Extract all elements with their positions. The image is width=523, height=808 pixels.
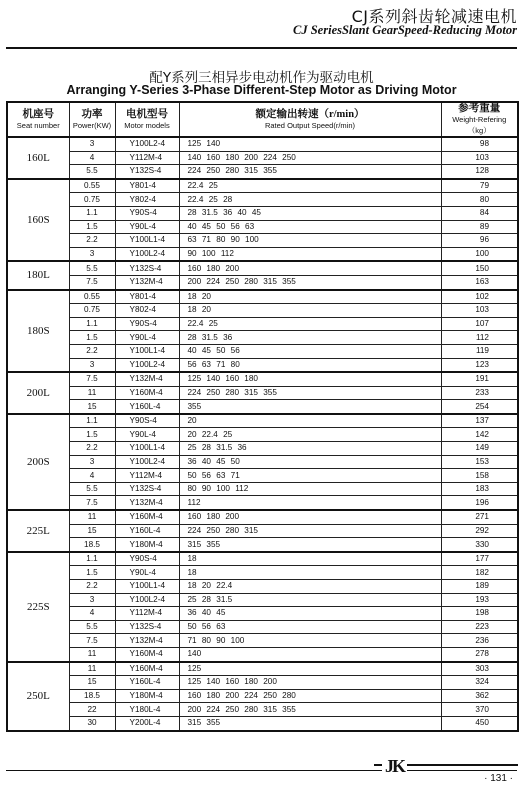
power-cell: 5.5: [69, 261, 115, 275]
rated-speed-cell: 18: [179, 566, 441, 580]
table-row: [7, 317, 518, 331]
motor-model-cell: Y100L2-4: [115, 593, 179, 607]
rated-speed-cell: 125 140 160 180: [179, 372, 441, 386]
power-cell: 11: [69, 510, 115, 524]
seat-number-cell: 225S: [7, 552, 69, 662]
weight-cell: 153: [441, 455, 518, 469]
power-cell: 5.5: [69, 165, 115, 179]
motor-model-cell: Y200L-4: [115, 716, 179, 730]
motor-model-cell: Y132S-4: [115, 261, 179, 275]
power-cell: 1.5: [69, 220, 115, 234]
rated-speed-cell: 200 224 250 280 315 355: [179, 703, 441, 717]
rated-speed-cell: 224 250 280 315 355: [179, 165, 441, 179]
power-cell: 4: [69, 469, 115, 483]
weight-cell: 196: [441, 496, 518, 510]
weight-cell: 119: [441, 344, 518, 358]
table-row: [7, 206, 518, 220]
weight-cell: 128: [441, 165, 518, 179]
weight-cell: 107: [441, 317, 518, 331]
rated-speed-cell: 25 28 31.5 36: [179, 442, 441, 456]
rated-speed-cell: 20: [179, 414, 441, 428]
table-row: [7, 538, 518, 552]
weight-cell: 112: [441, 331, 518, 345]
col-model-en: Motor models: [124, 120, 170, 130]
motor-model-cell: Y802-4: [115, 304, 179, 318]
rated-speed-cell: 50 56 63: [179, 620, 441, 634]
col-speed-en: Rated Output Speed(r/min): [264, 120, 356, 130]
weight-cell: 182: [441, 566, 518, 580]
power-cell: 1.5: [69, 331, 115, 345]
rated-speed-cell: 125: [179, 662, 441, 676]
motor-model-cell: Y90L-4: [115, 566, 179, 580]
power-cell: 2.2: [69, 442, 115, 456]
power-cell: 7.5: [69, 634, 115, 648]
rated-speed-cell: 315 355: [179, 538, 441, 552]
weight-cell: 89: [441, 220, 518, 234]
rated-speed-cell: 50 56 63 71: [179, 469, 441, 483]
motor-model-cell: Y801-4: [115, 290, 179, 304]
table-row: [7, 165, 518, 179]
motor-model-cell: Y160M-4: [115, 662, 179, 676]
weight-cell: 183: [441, 482, 518, 496]
motor-model-cell: Y132S-4: [115, 165, 179, 179]
seat-group: [7, 662, 518, 731]
power-cell: 4: [69, 607, 115, 621]
header-divider: [6, 47, 517, 49]
table-row: [7, 304, 518, 318]
table-row: [7, 524, 518, 538]
motor-model-cell: Y180M-4: [115, 689, 179, 703]
weight-cell: 191: [441, 372, 518, 386]
motor-model-cell: Y132S-4: [115, 482, 179, 496]
table-row: [7, 331, 518, 345]
weight-cell: 330: [441, 538, 518, 552]
seat-group: [7, 179, 518, 262]
col-model-header: [115, 102, 179, 137]
table-row: [7, 662, 518, 676]
table-row: [7, 442, 518, 456]
page-number: · 131 ·: [484, 773, 513, 784]
col-seat-cn: 机座号: [22, 108, 54, 120]
power-cell: 15: [69, 676, 115, 690]
table-row: [7, 275, 518, 289]
col-weight-unit: （kg）: [467, 126, 491, 135]
rated-speed-cell: 224 250 280 315 355: [179, 386, 441, 400]
rated-speed-cell: 22.4 25: [179, 179, 441, 193]
motor-model-cell: Y801-4: [115, 179, 179, 193]
power-cell: 5.5: [69, 620, 115, 634]
power-cell: 11: [69, 386, 115, 400]
table-row: [7, 634, 518, 648]
weight-cell: 193: [441, 593, 518, 607]
motor-model-cell: Y90L-4: [115, 220, 179, 234]
rated-speed-cell: 18 20: [179, 290, 441, 304]
table-row: [7, 496, 518, 510]
motor-model-cell: Y802-4: [115, 193, 179, 207]
table-row: [7, 482, 518, 496]
seat-number-cell: 225L: [7, 510, 69, 552]
rated-speed-cell: 63 71 80 90 100: [179, 234, 441, 248]
rated-speed-cell: 18: [179, 552, 441, 566]
power-cell: 18.5: [69, 538, 115, 552]
weight-cell: 163: [441, 275, 518, 289]
motor-model-cell: Y100L1-4: [115, 580, 179, 594]
weight-cell: 102: [441, 290, 518, 304]
table-row: [7, 620, 518, 634]
seat-number-cell: 160L: [7, 137, 69, 179]
rated-speed-cell: 160 180 200 224 250 280: [179, 689, 441, 703]
rated-speed-cell: 28 31.5 36: [179, 331, 441, 345]
weight-cell: 177: [441, 552, 518, 566]
col-seat-en: Seat number: [16, 120, 60, 130]
col-power-en: Power(KW): [72, 120, 112, 130]
seat-number-cell: 180S: [7, 290, 69, 373]
weight-cell: 137: [441, 414, 518, 428]
footer-divider: [6, 770, 517, 771]
table-row: [7, 290, 518, 304]
table-row: [7, 400, 518, 414]
rated-speed-cell: 80 90 100 112: [179, 482, 441, 496]
weight-cell: 370: [441, 703, 518, 717]
power-cell: 1.1: [69, 552, 115, 566]
motor-model-cell: Y100L2-4: [115, 137, 179, 151]
power-cell: 2.2: [69, 234, 115, 248]
rated-speed-cell: 22.4 25: [179, 317, 441, 331]
table-row: [7, 193, 518, 207]
motor-model-cell: Y180M-4: [115, 538, 179, 552]
col-weight-header: [441, 102, 518, 137]
motor-model-cell: Y112M-4: [115, 469, 179, 483]
rated-speed-cell: 90 100 112: [179, 247, 441, 261]
motor-model-cell: Y160L-4: [115, 400, 179, 414]
weight-cell: 158: [441, 469, 518, 483]
power-cell: 11: [69, 647, 115, 661]
power-cell: 11: [69, 662, 115, 676]
seat-group: [7, 137, 518, 179]
rated-speed-cell: 315 355: [179, 716, 441, 730]
weight-cell: 123: [441, 358, 518, 372]
table-row: [7, 647, 518, 661]
power-cell: 1.1: [69, 414, 115, 428]
motor-model-cell: Y90S-4: [115, 552, 179, 566]
table-row: [7, 358, 518, 372]
weight-cell: 198: [441, 607, 518, 621]
power-cell: 0.75: [69, 193, 115, 207]
power-cell: 0.55: [69, 290, 115, 304]
motor-spec-table: [6, 101, 519, 732]
rated-speed-cell: 355: [179, 400, 441, 414]
weight-cell: 149: [441, 442, 518, 456]
power-cell: 1.5: [69, 428, 115, 442]
weight-cell: 450: [441, 716, 518, 730]
power-cell: 3: [69, 455, 115, 469]
col-power-header: [69, 102, 115, 137]
weight-cell: 103: [441, 151, 518, 165]
weight-cell: 80: [441, 193, 518, 207]
rated-speed-cell: 160 180 200: [179, 261, 441, 275]
rated-speed-cell: 18 20: [179, 304, 441, 318]
col-power-cn: 功率: [81, 108, 103, 120]
power-cell: 1.5: [69, 566, 115, 580]
col-weight-en: Weight-Refering: [452, 115, 507, 124]
seat-number-cell: 160S: [7, 179, 69, 262]
header-title-en: CJ SeriesSlant GearSpeed-Reducing Motor: [293, 23, 517, 37]
weight-cell: 189: [441, 580, 518, 594]
seat-group: [7, 372, 518, 414]
weight-cell: 324: [441, 676, 518, 690]
table-row: [7, 593, 518, 607]
section-title-en: Arranging Y-Series 3-Phase Different-Step Motor as Driving Motor: [66, 83, 457, 97]
table-row: [7, 247, 518, 261]
table-row: [7, 469, 518, 483]
motor-model-cell: Y90L-4: [115, 428, 179, 442]
motor-model-cell: Y160L-4: [115, 524, 179, 538]
table-row: [7, 703, 518, 717]
motor-model-cell: Y160M-4: [115, 386, 179, 400]
table-header-row: [7, 102, 518, 137]
power-cell: 30: [69, 716, 115, 730]
weight-cell: 79: [441, 179, 518, 193]
weight-cell: 236: [441, 634, 518, 648]
power-cell: 15: [69, 524, 115, 538]
weight-cell: 96: [441, 234, 518, 248]
seat-group: [7, 510, 518, 552]
power-cell: 4: [69, 151, 115, 165]
table-row: [7, 428, 518, 442]
power-cell: 7.5: [69, 496, 115, 510]
col-model-cn: 电机型号: [126, 108, 168, 120]
rated-speed-cell: 125 140 160 180 200: [179, 676, 441, 690]
power-cell: 15: [69, 400, 115, 414]
weight-cell: 278: [441, 647, 518, 661]
weight-cell: 362: [441, 689, 518, 703]
motor-model-cell: Y100L1-4: [115, 442, 179, 456]
weight-cell: 142: [441, 428, 518, 442]
motor-model-cell: Y90L-4: [115, 331, 179, 345]
weight-cell: 100: [441, 247, 518, 261]
col-speed-header: [179, 102, 441, 137]
power-cell: 18.5: [69, 689, 115, 703]
motor-model-cell: Y90S-4: [115, 206, 179, 220]
col-speed-cn: 额定输出转速（r/min）: [255, 108, 365, 120]
brand-logo: JK: [382, 756, 407, 777]
rated-speed-cell: 18 20 22.4: [179, 580, 441, 594]
motor-model-cell: Y112M-4: [115, 151, 179, 165]
weight-cell: 271: [441, 510, 518, 524]
weight-cell: 103: [441, 304, 518, 318]
table-row: [7, 689, 518, 703]
table-row: [7, 607, 518, 621]
seat-group: [7, 552, 518, 662]
motor-model-cell: Y160L-4: [115, 676, 179, 690]
power-cell: 3: [69, 593, 115, 607]
rated-speed-cell: 224 250 280 315: [179, 524, 441, 538]
table-row: [7, 234, 518, 248]
table-row: [7, 455, 518, 469]
motor-model-cell: Y112M-4: [115, 607, 179, 621]
rated-speed-cell: 200 224 250 280 315 355: [179, 275, 441, 289]
seat-group: [7, 261, 518, 289]
table-row: [7, 510, 518, 524]
table-row: [7, 716, 518, 730]
motor-model-cell: Y160M-4: [115, 510, 179, 524]
motor-model-cell: Y132M-4: [115, 496, 179, 510]
section-title-cn: 配Y系列三相异步电动机作为驱动电机: [149, 70, 374, 86]
seat-number-cell: 200L: [7, 372, 69, 414]
table-row: [7, 676, 518, 690]
table-row: [7, 344, 518, 358]
motor-model-cell: Y90S-4: [115, 414, 179, 428]
rated-speed-cell: 40 45 50 56: [179, 344, 441, 358]
motor-model-cell: Y132M-4: [115, 372, 179, 386]
seat-number-cell: 200S: [7, 414, 69, 510]
table-row: [7, 566, 518, 580]
motor-model-cell: Y100L2-4: [115, 455, 179, 469]
power-cell: 0.55: [69, 179, 115, 193]
table-row: [7, 372, 518, 386]
seat-group: [7, 290, 518, 373]
weight-cell: 150: [441, 261, 518, 275]
rated-speed-cell: 28 31.5 36 40 45: [179, 206, 441, 220]
weight-cell: 233: [441, 386, 518, 400]
table-row: [7, 151, 518, 165]
power-cell: 7.5: [69, 275, 115, 289]
power-cell: 0.75: [69, 304, 115, 318]
power-cell: 1.1: [69, 317, 115, 331]
rated-speed-cell: 140: [179, 647, 441, 661]
power-cell: 3: [69, 358, 115, 372]
weight-cell: 98: [441, 137, 518, 151]
weight-cell: 254: [441, 400, 518, 414]
motor-model-cell: Y180L-4: [115, 703, 179, 717]
table-row: [7, 580, 518, 594]
power-cell: 1.1: [69, 206, 115, 220]
motor-model-cell: Y90S-4: [115, 317, 179, 331]
power-cell: 22: [69, 703, 115, 717]
table-row: [7, 137, 518, 151]
motor-model-cell: Y132M-4: [115, 634, 179, 648]
table-row: [7, 220, 518, 234]
rated-speed-cell: 112: [179, 496, 441, 510]
rated-speed-cell: 22.4 25 28: [179, 193, 441, 207]
rated-speed-cell: 25 28 31.5: [179, 593, 441, 607]
table-row: [7, 552, 518, 566]
col-seat-header: [7, 102, 69, 137]
rated-speed-cell: 160 180 200: [179, 510, 441, 524]
rated-speed-cell: 125 140: [179, 137, 441, 151]
power-cell: 7.5: [69, 372, 115, 386]
rated-speed-cell: 36 40 45: [179, 607, 441, 621]
motor-model-cell: Y100L2-4: [115, 358, 179, 372]
power-cell: 3: [69, 137, 115, 151]
weight-cell: 84: [441, 206, 518, 220]
table-row: [7, 386, 518, 400]
seat-number-cell: 180L: [7, 261, 69, 289]
seat-number-cell: 250L: [7, 662, 69, 731]
motor-model-cell: Y100L1-4: [115, 344, 179, 358]
table-row: [7, 261, 518, 275]
rated-speed-cell: 140 160 180 200 224 250: [179, 151, 441, 165]
weight-cell: 292: [441, 524, 518, 538]
weight-cell: 303: [441, 662, 518, 676]
rated-speed-cell: 40 45 50 56 63: [179, 220, 441, 234]
power-cell: 3: [69, 247, 115, 261]
motor-model-cell: Y100L1-4: [115, 234, 179, 248]
power-cell: 2.2: [69, 344, 115, 358]
power-cell: 2.2: [69, 580, 115, 594]
rated-speed-cell: 56 63 71 80: [179, 358, 441, 372]
col-weight-cn: 参考重量: [458, 103, 501, 114]
motor-model-cell: Y160M-4: [115, 647, 179, 661]
header-title-cn: CJ系列斜齿轮减速电机: [351, 7, 517, 26]
motor-model-cell: Y132M-4: [115, 275, 179, 289]
table-row: [7, 179, 518, 193]
weight-cell: 223: [441, 620, 518, 634]
motor-model-cell: Y100L2-4: [115, 247, 179, 261]
table-row: [7, 414, 518, 428]
rated-speed-cell: 71 80 90 100: [179, 634, 441, 648]
power-cell: 5.5: [69, 482, 115, 496]
seat-group: [7, 414, 518, 510]
rated-speed-cell: 20 22.4 25: [179, 428, 441, 442]
motor-model-cell: Y132S-4: [115, 620, 179, 634]
rated-speed-cell: 36 40 45 50: [179, 455, 441, 469]
